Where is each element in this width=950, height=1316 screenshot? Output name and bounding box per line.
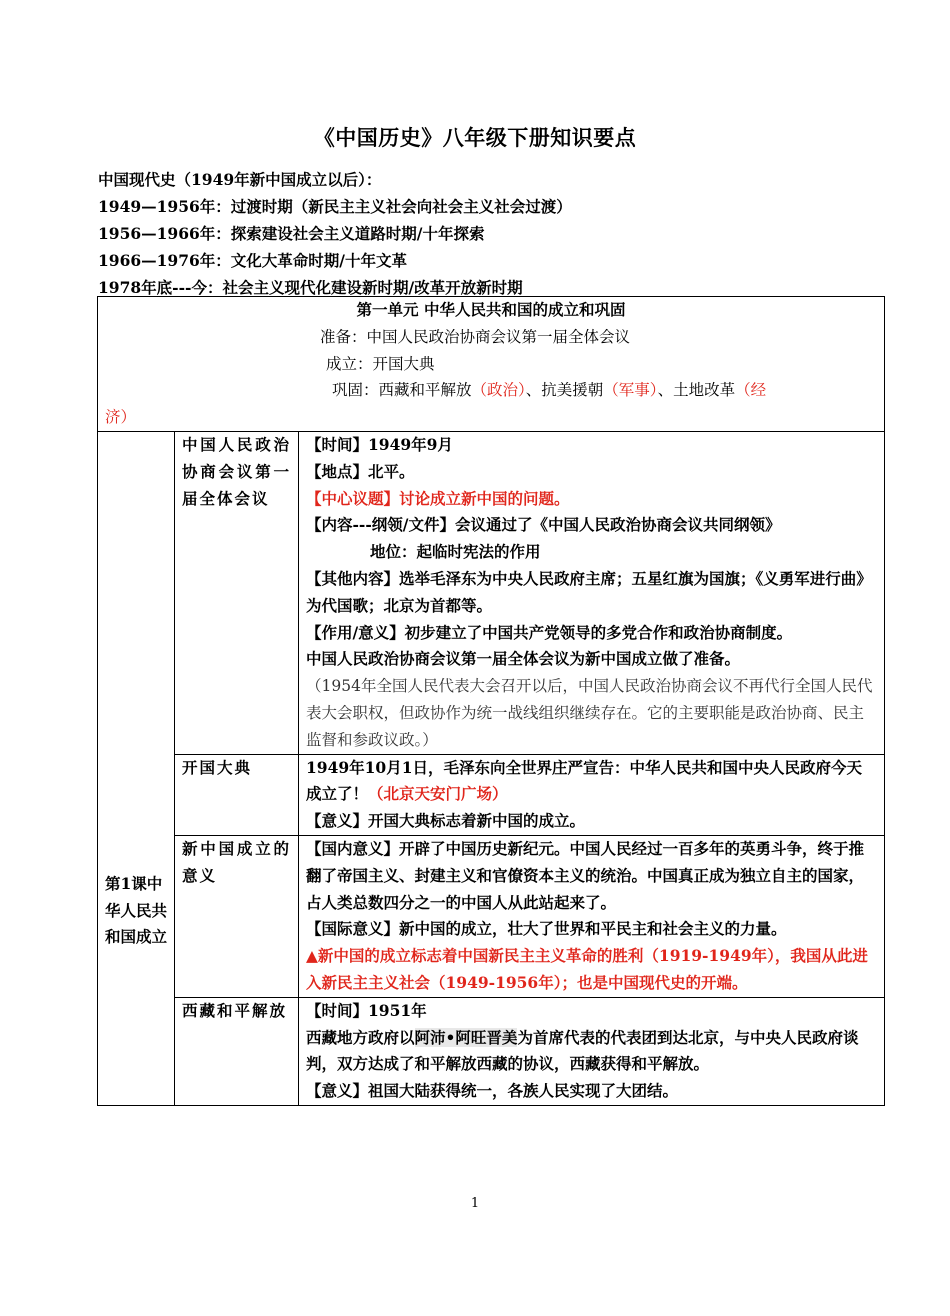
ceremony-text-block xyxy=(306,755,877,809)
unit-header-cell xyxy=(98,297,885,432)
intro-line: 1949—1956年：过渡时期（新民主主义社会向社会主义社会过渡） xyxy=(98,197,572,216)
cppcc-other: 【其他内容】选举毛泽东为中央人民政府主席；五星红旗为国旗；《义勇军进行曲》为代国歌；北京为首都等。 xyxy=(306,568,872,615)
significance-international: 【国际意义】新中国的成立，壮大了世界和平民主和社会主义的力量。 xyxy=(306,919,787,939)
intro-line: 1966—1976年：文化大革命时期/十年文革 xyxy=(98,251,407,270)
cppcc-center: 【中心议题】讨论成立新中国的问题。 xyxy=(306,488,570,508)
cppcc-status: 地位：起临时宪法的作用 xyxy=(370,542,541,562)
topic-significance: 新中国成立的意义 xyxy=(175,835,299,997)
intro-line: 1978年底---今：社会主义现代化建设新时期/改革开放新时期 xyxy=(98,278,523,297)
ceremony-place: （北京天安门广场） xyxy=(368,784,508,804)
topic-ceremony: 开国大典 xyxy=(175,754,299,835)
tibet-text-post: 为首席代表的代表团到达北京，与中央人民政府谈判，双方达成了和平解放西藏的协议，西藏获得和平解放。 xyxy=(306,1027,859,1074)
unit-title: 第一单元 中华人民共和国的成立和巩固 xyxy=(356,300,626,319)
tibet-text-pre: 西藏地方政府以 xyxy=(306,1027,415,1047)
cppcc-prep: 中国人民政治协商会议第一届全体会议为新中国成立做了准备。 xyxy=(306,649,741,669)
ceremony-meaning: 【意义】开国大典标志着新中国的成立。 xyxy=(306,811,586,831)
page-number: 1 xyxy=(470,1196,480,1211)
content-cppcc xyxy=(299,431,885,754)
tag-military: （军事） xyxy=(603,381,658,400)
document-title: 《中国历史》八年级下册知识要点 xyxy=(313,125,637,150)
topic-tibet: 西藏和平解放 xyxy=(175,997,299,1105)
significance-domestic: 【国内意义】开辟了中国历史新纪元。中国人民经过一百多年的英勇斗争，终于推翻了帝国主义、封建主义和官僚资本主义的统治。中国真正成为独立自主的国家，占人类总数四分之一的中国人从此站起来了。 xyxy=(306,838,865,912)
unit-consolidate xyxy=(105,377,877,404)
cppcc-time: 【时间】1949年9月 xyxy=(306,434,453,454)
cppcc-role: 【作用/意义】初步建立了中国共产党领导的多党合作和政治协商制度。 xyxy=(306,622,793,642)
table-row xyxy=(98,754,885,835)
table-row xyxy=(98,835,885,997)
unit-consolidate-wrap xyxy=(105,404,877,431)
tibet-time: 【时间】1951年 xyxy=(306,1000,427,1020)
content-ceremony xyxy=(299,754,885,835)
unit-prep: 准备：中国人民政治协商会议第一届全体会议 xyxy=(320,327,631,346)
tibet-delegate-name: 阿沛•阿旺晋美 xyxy=(414,1027,518,1047)
ceremony-text: 1949年10月1日，毛泽东向全世界庄严宣告：中华人民共和国中央人民政府今天成立了！ xyxy=(306,757,862,804)
topic-cppcc: 中国人民政治协商会议第一届全体会议 xyxy=(175,431,299,754)
significance-mark: ▲新中国的成立标志着中国新民主主义革命的胜利（1919-1949年），我国从此进入新民主主义社会（1949-1956年）；也是中国现代史的开端。 xyxy=(306,946,868,992)
tag-economic-b: 济） xyxy=(105,408,137,427)
tibet-meaning: 【意义】祖国大陆获得统一，各族人民实现了大团结。 xyxy=(306,1081,679,1101)
intro-line: 中国现代史（1949年新中国成立以后）： xyxy=(98,170,382,189)
table-row xyxy=(98,431,885,754)
tibet-text-block xyxy=(306,1025,877,1079)
consolidate-mid1: 、抗美援朝 xyxy=(525,381,604,400)
consolidate-mid2: 、土地改革 xyxy=(657,381,736,400)
content-tibet xyxy=(299,997,885,1105)
intro-line: 1956—1966年：探索建设社会主义道路时期/十年探索 xyxy=(98,224,485,243)
lesson-title: 第1课中华人民共和国成立 xyxy=(98,431,175,1105)
table-row xyxy=(98,997,885,1105)
cppcc-note: （1954年全国人民代表大会召开以后，中国人民政治协商会议不再代行全国人民代表大会职权，但政协作为统一战线组织继续存在。它的主要职能是政治协商、民主监督和参政议政。） xyxy=(306,677,873,749)
unit-found: 成立：开国大典 xyxy=(326,354,435,373)
cppcc-content: 【内容---纲领/文件】会议通过了《中国人民政治协商会议共同纲领》 xyxy=(306,515,781,535)
content-significance xyxy=(299,835,885,997)
consolidate-prefix: 巩固：西藏和平解放 xyxy=(332,381,472,400)
unit-header-row xyxy=(98,297,885,432)
cppcc-place: 【地点】北平。 xyxy=(306,461,415,481)
knowledge-table xyxy=(97,296,885,1106)
tag-political: （政治） xyxy=(471,381,526,400)
intro-block xyxy=(98,166,898,301)
tag-economic-a: （经 xyxy=(735,381,767,400)
